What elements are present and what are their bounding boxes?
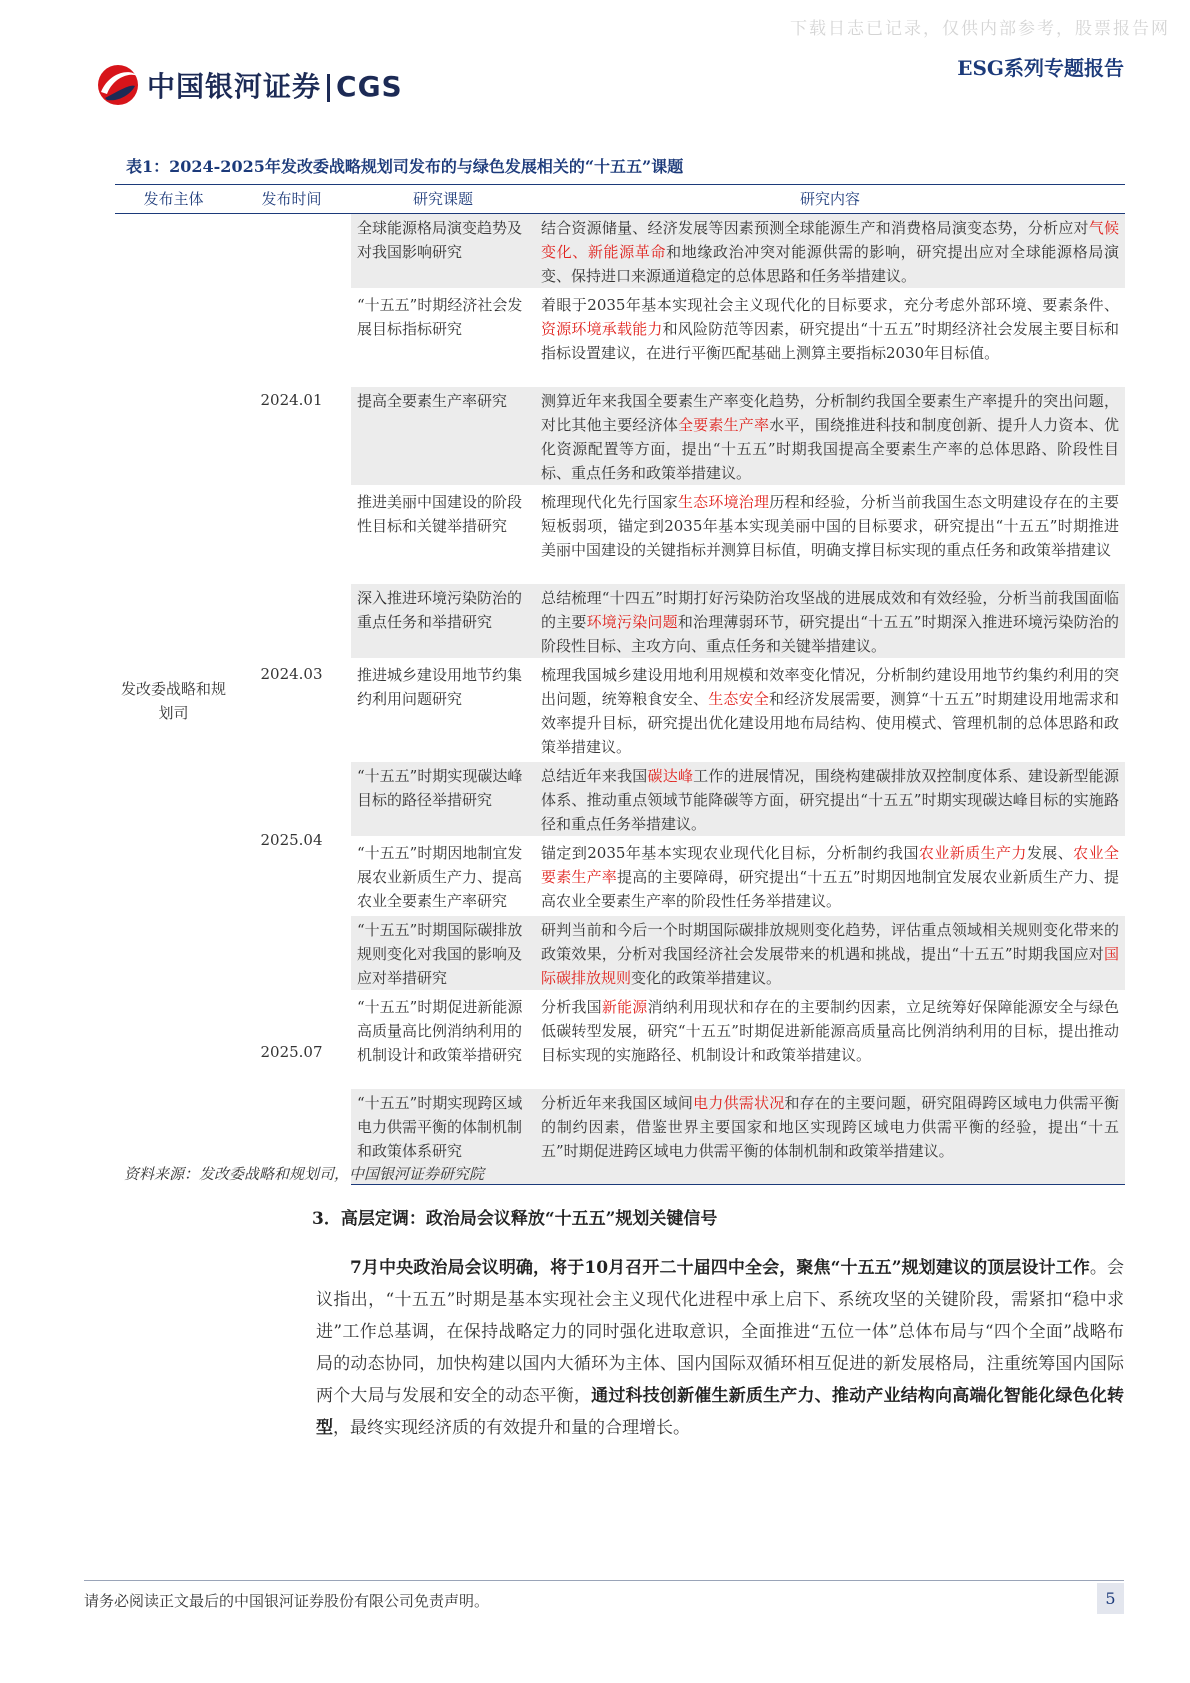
highlight-keyword: 气候变化、新能源革命 [541,219,1119,261]
topic-cell: “十五五”时期实现跨区域电力供需平衡的体制机制和政策体系研究 [351,1089,535,1185]
content-cell: 总结近年来我国碳达峰工作的进展情况，围绕构建碳排放双控制度体系、建设新型能源体系、推动重点领域节能降碳等方面，研究提出“十五五”时期实现碳达峰目标的实施路径和重点任务举措建议。 [535,762,1125,839]
topics-table [115,184,1125,1185]
header-content: 研究内容 [535,184,1125,214]
galaxy-logo-icon [95,62,141,108]
content-cell: 着眼于2035年基本实现社会主义现代化的目标要求，充分考虑外部环境、要素条件、资源环境承载能力和风险防范等因素，研究提出“十五五”时期经济社会发展主要目标和指标设置建议，在进行平衡匹配基础上测算主要指标2030年目标值。 [535,291,1125,387]
highlight-keyword: 新能源 [601,998,648,1016]
logo-divider [327,74,330,102]
content-cell: 梳理我国城乡建设用地利用规模和效率变化情况，分析制约建设用地节约集约利用的突出问题，统筹粮食安全、生态安全和经济发展需要，测算“十五五”时期建设用地需求和效率提升目标，研究提出优化建设用地布局结构、使用模式、管理机制的总体思路和政策举措建议。 [535,661,1125,762]
date-cell: 2025.07 [260,1042,323,1061]
footer-divider [84,1580,1124,1581]
topic-cell: 推进城乡建设用地节约集约利用问题研究 [351,661,535,762]
header-publisher: 发布主体 [115,184,232,214]
highlight-keyword: 国际碳排放规则 [541,945,1119,987]
section-heading: 3．高层定调：政治局会议释放“十五五”规划关键信号 [312,1209,718,1229]
logo-brand: CGS [336,70,403,103]
watermark-text: 下载日志已记录，仅供内部参考，股票报告网 [790,19,1170,39]
page-number: 5 [1097,1583,1124,1614]
footer-disclaimer: 请务必阅读正文最后的中国银河证券股份有限公司免责声明。 [84,1592,490,1610]
highlight-keyword: 生态环境治理 [677,493,770,511]
content-cell: 锚定到2035年基本实现农业现代化目标，分析制约我国农业新质生产力发展、农业全要素生产率提高的主要障碍，研究提出“十五五”时期因地制宜发展农业新质生产力、提高农业全要素生产率的阶段性任务举措建议。 [535,839,1125,916]
topic-cell: “十五五”时期因地制宜发展农业新质生产力、提高农业全要素生产率研究 [351,839,535,916]
topic-cell: “十五五”时期国际碳排放规则变化对我国的影响及应对举措研究 [351,916,535,993]
topic-cell: “十五五”时期经济社会发展目标指标研究 [351,291,535,387]
topic-cell: “十五五”时期促进新能源高质量高比例消纳利用的机制设计和政策举措研究 [351,993,535,1089]
date-cell: 2024.03 [260,665,323,683]
header-date: 发布时间 [232,184,351,214]
table-row [115,214,1125,291]
header-topic: 研究课题 [351,184,535,214]
content-cell: 分析我国新能源消纳利用现状和存在的主要制约因素，立足统筹好保障能源安全与绿色低碳转型发展，研究“十五五”时期促进新能源高质量高比例消纳利用的目标，提出推动目标实现的实施路径、机制设计和政策举措建议。 [535,993,1125,1089]
date-cell: 2025.04 [260,831,323,849]
content-cell: 测算近年来我国全要素生产率变化趋势，分析制约我国全要素生产率提升的突出问题，对比其他主要经济体全要素生产率水平，围绕推进科技和制度创新、提升人力资本、优化资源配置等方面，提出“十五五”时期我国提高全要素生产率的总体思路、阶段性目标、重点任务和政策举措建议。 [535,387,1125,488]
body-paragraph: 7月中央政治局会议明确，将于10月召开二十届四中全会，聚焦“十五五”规划建议的顶层设计工作。会议指出，“十五五”时期是基本实现社会主义现代化进程中承上启下、系统攻坚的关键阶段，需紧扣“稳中求进”工作总基调，在保持战略定力的同时强化进取意识，全面推进“五位一体”总体布局与“四个全面”战略布局的动态协同，加快构建以国内大循环为主体、国内国际双循环相互促进的新发展格局，注重统筹国内国际两个大局与发展和安全的动态平衡，通过科技创新催生新质生产力、推动产业结构向高端化智能化绿色化转型，最终实现经济质的有效提升和量的合理增长。 [316,1258,1125,1438]
topics-table-container [115,184,1125,1185]
topic-cell: “十五五”时期实现碳达峰目标的路径举措研究 [351,762,535,839]
topic-cell: 提高全要素生产率研究 [351,387,535,488]
highlight-keyword: 环境污染问题 [586,613,678,631]
highlight-keyword: 农业全要素生产率 [541,844,1119,886]
table-caption: 表1：2024-2025年发改委战略规划司发布的与绿色发展相关的“十五五”课题 [126,157,684,176]
logo-chinese-name: 中国银河证券 [147,70,322,103]
highlight-keyword: 全要素生产率 [677,416,770,434]
bold-emphasis: 通过科技创新催生新质生产力、推动产业结构向高端化智能化绿色化转型 [316,1386,1125,1438]
report-series-title: ESG系列专题报告 [957,56,1124,80]
table-header-row [115,184,1125,214]
highlight-keyword: 农业新质生产力 [918,844,1027,862]
table-row [115,916,1125,993]
company-logo [95,62,403,108]
source-note: 资料来源：发改委战略和规划司，中国银河证券研究院 [124,1165,485,1183]
date-cell: 2024.01 [260,391,323,409]
table-row [115,584,1125,661]
topic-cell: 全球能源格局演变趋势及对我国影响研究 [351,214,535,291]
content-cell: 分析近年来我国区域间电力供需状况和存在的主要问题，研究阻碍跨区域电力供需平衡的制约因素，借鉴世界主要国家和地区实现跨区域电力供需平衡的经验，提出“十五五”时期促进跨区域电力供需平衡的体制机制和政策举措建议。 [535,1089,1125,1185]
bold-lead: 7月中央政治局会议明确，将于10月召开二十届四中全会，聚焦“十五五”规划建议的顶层设计工作 [350,1258,1090,1278]
highlight-keyword: 资源环境承载能力 [541,320,663,338]
topic-cell: 深入推进环境污染防治的重点任务和举措研究 [351,584,535,661]
topic-cell: 推进美丽中国建设的阶段性目标和关键举措研究 [351,488,535,584]
publisher-cell: 发改委战略和规划司 [121,679,227,722]
highlight-keyword: 碳达峰 [647,767,694,785]
content-cell: 研判当前和今后一个时期国际碳排放规则变化趋势，评估重点领域相关规则变化带来的政策效果，分析对我国经济社会发展带来的机遇和挑战，提出“十五五”时期我国应对国际碳排放规则变化的政策举措建议。 [535,916,1125,993]
highlight-keyword: 电力供需状况 [693,1094,785,1112]
content-cell: 梳理现代化先行国家生态环境治理历程和经验，分析当前我国生态文明建设存在的主要短板弱项，锚定到2035年基本实现美丽中国的目标要求，研究提出“十五五”时期推进美丽中国建设的关键指标并测算目标值，明确支撑目标实现的重点任务和政策举措建议 [535,488,1125,584]
content-cell: 总结梳理“十四五”时期打好污染防治攻坚战的进展成效和有效经验，分析当前我国面临的主要环境污染问题和治理薄弱环节，研究提出“十五五”时期深入推进环境污染防治的阶段性目标、主攻方向、重点任务和关键举措建议。 [535,584,1125,661]
content-cell: 结合资源储量、经济发展等因素预测全球能源生产和消费格局演变态势，分析应对气候变化、新能源革命和地缘政治冲突对能源供需的影响，研究提出应对全球能源格局演变、保持进口来源通道稳定的总体思路和任务举措建议。 [535,214,1125,291]
highlight-keyword: 生态安全 [708,690,770,708]
table-row [115,762,1125,839]
